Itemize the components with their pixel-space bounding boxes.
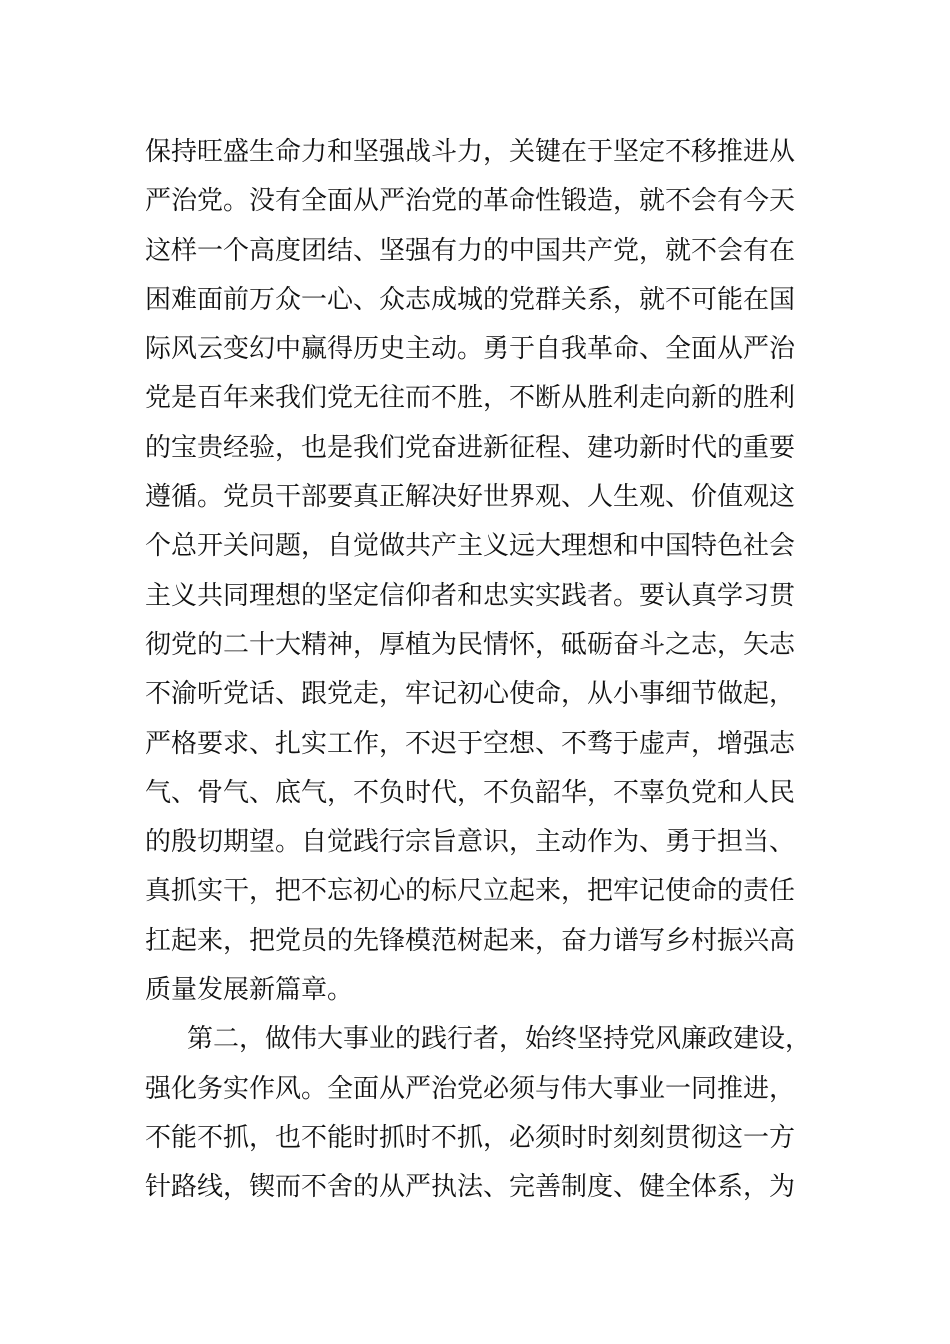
text-line: 强化务实作风。全面从严治党必须与伟大事业一同推进， (145, 1073, 796, 1104)
paragraph-2 (145, 1015, 812, 1212)
text-line: 个总开关问题，自觉做共产主义远大理想和中国特色社会 (145, 531, 796, 562)
text-line: 困难面前万众一心、众志成城的党群关系，就不可能在国 (145, 284, 796, 315)
text-line: 气、骨气、底气，不负时代，不负韶华，不辜负党和人民 (145, 777, 796, 808)
paragraph-1 (145, 128, 807, 1015)
text-line: 党是百年来我们党无往而不胜，不断从胜利走向新的胜利 (145, 383, 796, 414)
text-line: 不渝听党话、跟党走，牢记初心使命，从小事细节做起， (145, 679, 796, 710)
text-line: 这样一个高度团结、坚强有力的中国共产党，就不会有在 (145, 235, 796, 266)
text-line: 保持旺盛生命力和坚强战斗力，关键在于坚定不移推进从 (145, 137, 796, 167)
text-line: 际风云变幻中赢得历史主动。勇于自我革命、全面从严治 (145, 334, 796, 365)
text-line: 的殷切期望。自觉践行宗旨意识，主动作为、勇于担当、 (145, 827, 796, 858)
text-line: 的宝贵经验，也是我们党奋进新征程、建功新时代的重要 (145, 432, 796, 463)
text-line: 严格要求、扎实工作，不迟于空想、不骛于虚声，增强志 (145, 728, 796, 759)
text-line: 真抓实干，把不忘初心的标尺立起来，把牢记使命的责任 (145, 876, 796, 907)
text-line: 彻党的二十大精神，厚植为民情怀，砥砺奋斗之志，矢志 (145, 629, 796, 660)
text-line: 主义共同理想的坚定信仰者和忠实实践者。要认真学习贯 (145, 580, 796, 611)
text-line: 质量发展新篇章。 (145, 975, 354, 1006)
document-body (145, 128, 812, 1213)
text-line: 第二，做伟大事业的践行者，始终坚持党风廉政建设， (187, 1024, 812, 1055)
text-line: 扛起来，把党员的先锋模范树起来，奋力谱写乡村振兴高 (145, 925, 796, 956)
text-line: 不能不抓，也不能时抓时不抓，必须时时刻刻贯彻这一方 (145, 1122, 796, 1153)
text-line: 遵循。党员干部要真正解决好世界观、人生观、价值观这 (145, 482, 796, 513)
text-line: 严治党。没有全面从严治党的革命性锻造，就不会有今天 (145, 186, 796, 217)
text-line: 针路线，锲而不舍的从严执法、完善制度、健全体系，为 (145, 1172, 796, 1203)
